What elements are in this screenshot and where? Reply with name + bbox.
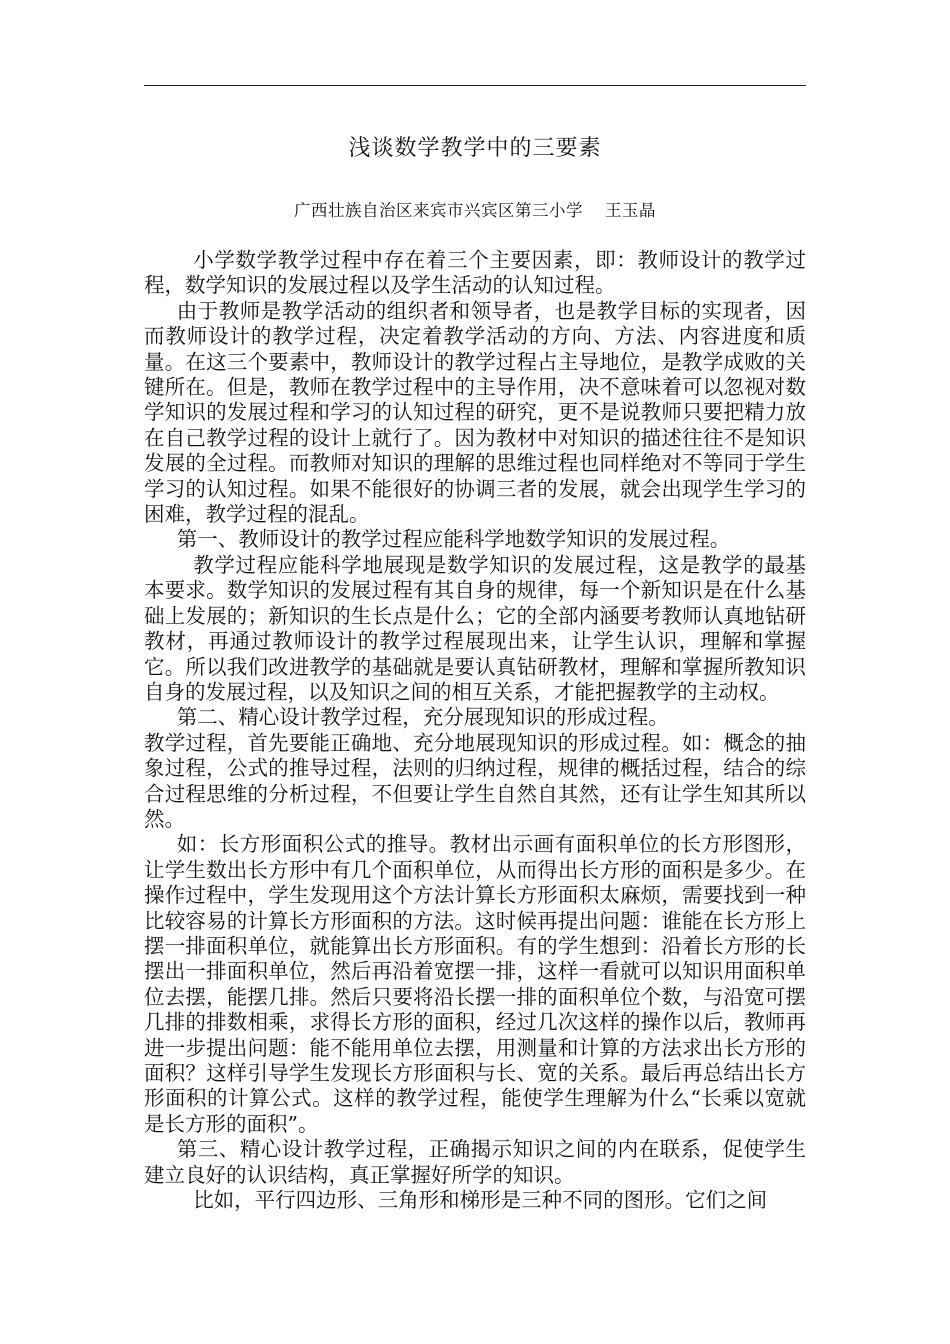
paragraph-second: 教学过程，首先要能正确地、充分地展现知识的形成过程。如：概念的抽象过程，公式的推导过程，法则的归纳过程，规律的概括过程，结合的综合过程思维的分析过程，不但要让学生自然自其然，还有让学生知其所以然。	[144, 730, 806, 831]
section-heading-third: 第三、精心设计教学过程，正确揭示知识之间的内在联系，促使学生建立良好的认识结构，真正掌握好所学的知识。	[144, 1137, 806, 1187]
paragraph-first: 教学过程应能科学地展现是数学知识的发展过程，这是教学的最基本要求。数学知识的发展过程有其自身的规律，每一个新知识是在什么基础上发展的；新知识的生长点是什么；它的全部内涵要考教师认真地钻研教材，再通过教师设计的教学过程展现出来，让学生认识，理解和掌握它。所以我们改进教学的基础就是要认真钻研教材，理解和掌握所教知识自身的发展过程，以及知识之间的相互关系，才能把握教学的主动权。	[144, 552, 806, 704]
document-title: 浅谈数学教学中的三要素	[348, 136, 602, 161]
author-organization: 广西壮族自治区来宾市兴宾区第三小学	[294, 201, 583, 220]
paragraph-example-shapes: 比如，平行四边形、三角形和梯形是三种不同的图形。它们之间	[193, 1188, 768, 1213]
paragraph-example-rectangle: 如：长方形面积公式的推导。教材出示画有面积单位的长方形图形，让学生数出长方形中有几个面积单位，从而得出长方形的面积是多少。在操作过程中，学生发现用这个方法计算长方形面积太麻烦，需要找到一种比较容易的计算长方形面积的方法。这时候再提出问题：谁能在长方形上摆一排面积单位，就能算出长方形面积。有的学生想到：沿着长方形的长摆出一排面积单位，然后再沿着宽摆一排，这样一看就可以知识用面积单位去摆，能摆几排。然后只要将沿长摆一排的面积单位个数，与沿宽可摆几排的排数相乘，求得长方形的面积，经过几次这样的操作以后，教师再进一步提出问题：能不能用单位去摆，用测量和计算的方法求出长方形的面积？这样引导学生发现长方形面积与长、宽的关系。最后再总结出长方形面积的计算公式。这样的教学过程，能使学生理解为什么“长乘以宽就是长方形的面积”。	[144, 832, 806, 1136]
paragraph-intro: 小学数学教学过程中存在着三个主要因素，即：教师设计的教学过程，数学知识的发展过程以及学生活动的认知过程。	[144, 248, 806, 298]
section-heading-first: 第一、教师设计的教学过程应能科学地数学知识的发展过程。	[176, 527, 731, 552]
header-rule	[144, 85, 806, 86]
author-line	[0, 199, 950, 223]
section-heading-second: 第二、精心设计教学过程，充分展现知识的形成过程。	[176, 705, 669, 730]
paragraph-teacher-role: 由于教师是教学活动的组织者和领导者，也是教学目标的实现者，因而教师设计的教学过程，决定着教学活动的方向、方法、内容进度和质量。在这三个要素中，教师设计的教学过程占主导地位，是教学成败的关键所在。但是，教师在教学过程中的主导作用，决不意味着可以忽视对数学知识的发展过程和学习的认知过程的研究，更不是说教师只要把精力放在自己教学过程的设计上就行了。因为教材中对知识的描述往往不是知识发展的全过程。而教师对知识的理解的思维过程也同样绝对不等同于学生学习的认知过程。如果不能很好的协调三者的发展，就会出现学生学习的困难，教学过程的混乱。	[144, 298, 806, 527]
document-body	[144, 248, 806, 1213]
author-name: 王玉晶	[605, 201, 656, 220]
